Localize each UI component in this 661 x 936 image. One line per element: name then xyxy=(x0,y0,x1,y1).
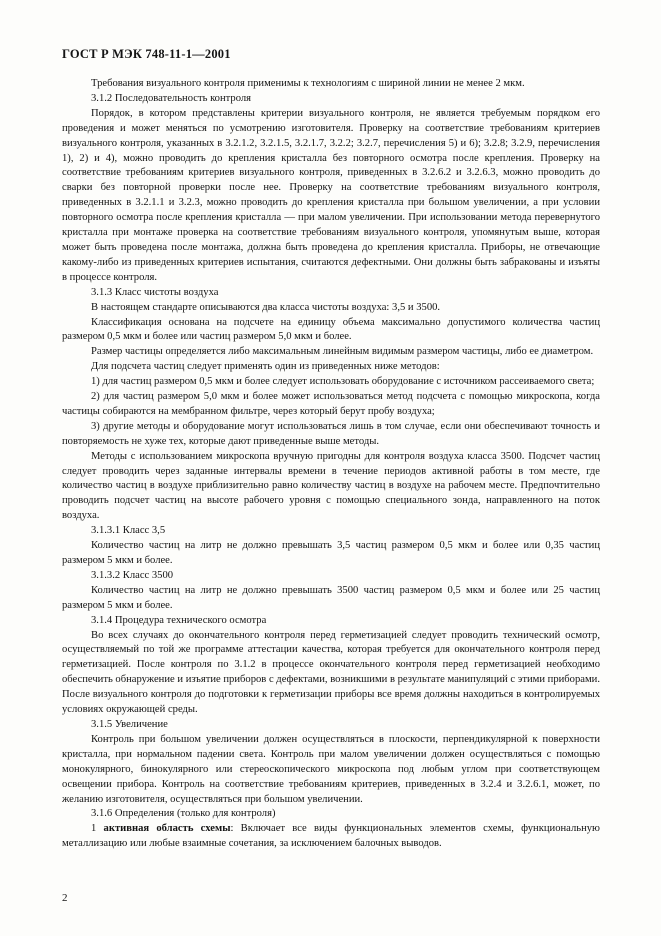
paragraph-3-1-5: Контроль при большом увеличении должен осуществляться в плоскости, перпендикулярной к поверхности кристалла, при нормальном падении света. Контроль при малом увеличении должен осуществляться с помощью монокулярного, бинокулярного или стереоскопического микроскопа под любым углом при соответствующем освещении прибора. Контроль на соответствие требованиям критериев, приведенных в 3.2.4 и 3.2.6.1, может, по желанию изготовителя, осуществляться при большом увеличении. xyxy=(62,733,600,805)
section-heading-3-1-6: 3.1.6 Определения (только для контроля) xyxy=(91,808,276,820)
paragraph-3-1-2: Порядок, в котором представлены критерии визуального контроля, не является требуемым порядком его проведения и может меняться по усмотрению изготовителя. Проверку на соответствие требованиям критериев визуального контроля, указанных в 3.2.1.2, 3.2.1.5, 3.2.1.7, 3.2.2; 3.2.7, перечисления 5) и 6); 3.2.8; 3.2.9, перечисления 1), 2) и 4), можно проводить до крепления кристалла без повторного осмотра после крепления. Проверку на соответствие требованиям критериев визуального контроля, приведенных в 3.2.6.2 и 3.2.6.3, можно проводить до сварки без повторной проверки после нее. Проверку на соответствие требованиям визуального контроля, приведенных в 3.2.1.1 и 3.2.3, можно проводить до крепления кристалла при большом увеличении, а при условии повторного осмотра после крепления кристалла — при малом увеличении. При использовании метода перевернутого кристалла при монтаже проверка на соответствие требованиям визуального контроля, упомянутым выше, которая может быть проведена после монтажа, должна быть проведена до крепления кристалла. Приборы, не отвечающие какому-либо из приведенных критериев испытания, считаются дефектными. Они должны быть забракованы и изъяты в процессе контроля. xyxy=(62,107,600,283)
list-item-method-1: 1) для частиц размером 0,5 мкм и более следует использовать оборудование с источником рассеиваемого света; xyxy=(91,376,595,388)
section-heading-3-1-5: 3.1.5 Увеличение xyxy=(91,718,168,730)
page-number: 2 xyxy=(62,892,68,904)
paragraph-3-1-3-b: Классификация основана на подсчете на единицу объема максимально допустимого количества частиц размером 0,5 мкм и более или частиц размером 5,0 мкм и более. xyxy=(62,316,600,343)
list-item-method-3: 3) другие методы и оборудование могут использоваться лишь в том случае, если они обеспечивают точность и повторяемость не хуже тех, которые дают приведенные выше методы. xyxy=(62,420,600,447)
section-heading-3-1-3-2: 3.1.3.2 Класс 3500 xyxy=(91,569,174,581)
paragraph-3-1-3-d: Для подсчета частиц следует применять один из приведенных ниже методов: xyxy=(91,361,440,373)
paragraph-intro: Требования визуального контроля применимы к технологиям с шириной линии не менее 2 мкм. xyxy=(91,78,525,89)
paragraph-3-1-4: Во всех случаях до окончательного контроля перед герметизацией следует проводить технический осмотр, осуществляемый по той же программе аттестации качества, которая требуется для окончательного контроля перед герметизацией. После контроля по 3.1.2 в процессе окончательного контроля перед герметизацией необходимо обеспечить обнаружение и изъятие приборов с дефектами, возникшими в результате манипуляций с этими приборами. После визуального контроля до подготовки к герметизации приборы все время должны находиться в контролируемых условиях окружающей среды. xyxy=(62,629,600,716)
list-item-method-2: 2) для частиц размером 5,0 мкм и более может использоваться метод подсчета с помощью микроскопа, когда частицы собираются на мембранном фильтре, через который берут пробу воздуха; xyxy=(62,391,600,417)
section-heading-3-1-3: 3.1.3 Класс чистоты воздуха xyxy=(91,286,219,298)
document-header: ГОСТ Р МЭК 748-11-1—2001 xyxy=(62,47,231,61)
document-body xyxy=(62,77,600,852)
section-heading-3-1-2: 3.1.2 Последовательность контроля xyxy=(91,92,252,104)
section-heading-3-1-4: 3.1.4 Процедура технического осмотра xyxy=(91,614,267,626)
definition-active-area xyxy=(62,822,600,852)
paragraph-3-1-3-a: В настоящем стандарте описываются два класса чистоты воздуха: 3,5 и 3500. xyxy=(91,301,441,313)
paragraph-3-1-3-c: Размер частицы определяется либо максимальным линейным видимым размером частицы, либо ее диаметром. xyxy=(91,346,594,358)
definition-text: : Включает все виды функциональных элементов схемы, функциональную металлизацию или любые взаимные сочетания, за исключением балочных выводов. xyxy=(62,823,600,850)
section-heading-3-1-3-1: 3.1.3.1 Класс 3,5 xyxy=(91,525,166,537)
paragraph-3-1-3-1: Количество частиц на литр не должно превышать 3,5 частиц размером 0,5 мкм и более или 0,35 частиц размером 5 мкм и более. xyxy=(62,540,600,566)
definition-term: активная область схемы xyxy=(103,823,231,835)
paragraph-3-1-3-2: Количество частиц на литр не должно превышать 3500 частиц размером 0,5 мкм и более или 25 частиц размером 5 мкм и более. xyxy=(62,584,600,611)
definition-number: 1 xyxy=(91,823,97,835)
paragraph-3-1-3-h: Методы с использованием микроскопа вручную пригодны для контроля воздуха класса 3500. Подсчет частиц следует проводить через заданные интервалы времени в течение периодов активной работы в том месте, где количество частиц в воздухе приблизительно равно количеству частиц в воздухе на рабочем месте. Предпочтительно проводить подсчет частиц на высоте рабочего уровня с помощью специального зонда, направленного на поток воздуха. xyxy=(62,450,600,522)
